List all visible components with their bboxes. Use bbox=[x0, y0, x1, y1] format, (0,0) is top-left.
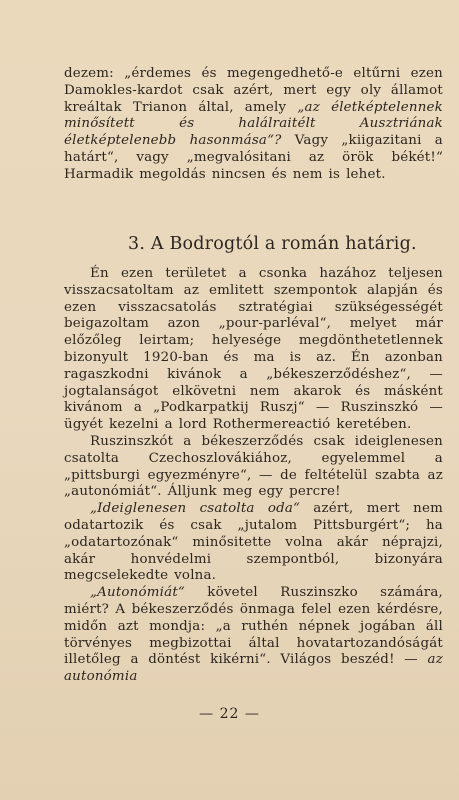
opening-text-a: dezem: „érdemes és megengedhető-e eltűrni ezen Damokles-kardot csak azért, mert egy oly államot kreáltak Trianon által, amely bbox=[64, 66, 443, 115]
opening-text-b: Vagy „kiigazitani a határt“, vagy „megvalósitani az örök békét!“ Harmadik megoldás nincsen és nem is lehet. bbox=[64, 133, 443, 182]
paragraph-1: Én ezen területet a csonka hazához teljesen visszacsatoltam az emlitett szempontok alapján és ezen visszacsatolás sztratégiai szükségességét beigazoltam azon „pour-parléval“, melyet már előzőleg leirtam; helyesége megdönthetetlennek bizonyult 1920-ban és ma is az. Én azonban ragaszkodni kivánok a „békeszerződéshez“, — jogtalanságot elkövetni nem akarok és másként kivánom a „Podkarpatkij Ruszj“ — Ruszinszkó — ügyét kezelni a lord Rothermereactió keretében. bbox=[64, 266, 443, 433]
section-body bbox=[64, 266, 443, 686]
paragraph-4-text: követel Ruszinszko számára, miért? A békeszerződés önmaga felel ezen kérdésre, midőn azt mondja: „a ruthén népnek jogában áll törvényes megbizottai által hovatartozandóságát illetőleg a döntést kikérni“. Világos beszéd! — bbox=[64, 585, 443, 668]
opening-paragraph bbox=[64, 66, 443, 184]
paragraph-3-text: azért, mert nem odatartozik és csak „jutalom Pittsburgért“; ha „odatartozónak“ minősitette volna akár néprajzi, akár honvédelmi szempontból, bizonyára megcselekedte volna. bbox=[64, 501, 443, 584]
paragraph-2: Ruszinszkót a békeszerződés csak ideiglenesen csatolta Czechoszlovákiához, egyelemmel a „pittsburgi egyezményre“, — de feltételül szabta az „autonómiát“. Álljunk meg egy percre! bbox=[64, 433, 443, 500]
paragraph-3 bbox=[64, 501, 443, 585]
paragraph-4 bbox=[64, 585, 443, 686]
page-number: — 22 — bbox=[199, 706, 260, 722]
paragraph-3-italic: „Ideiglenesen csatolta oda“ bbox=[90, 501, 301, 517]
opening-text-quote: „az életképtelennek minősített és halálraitélt Ausztriának életképtelenebb hasonmása“? bbox=[64, 99, 443, 149]
section-heading: 3. A Bodrogtól a román határig. bbox=[128, 234, 417, 254]
paragraph-4-italic-end: az autonómia bbox=[64, 652, 443, 685]
paragraph-4-italic: „Autonómiát“ bbox=[90, 585, 185, 601]
